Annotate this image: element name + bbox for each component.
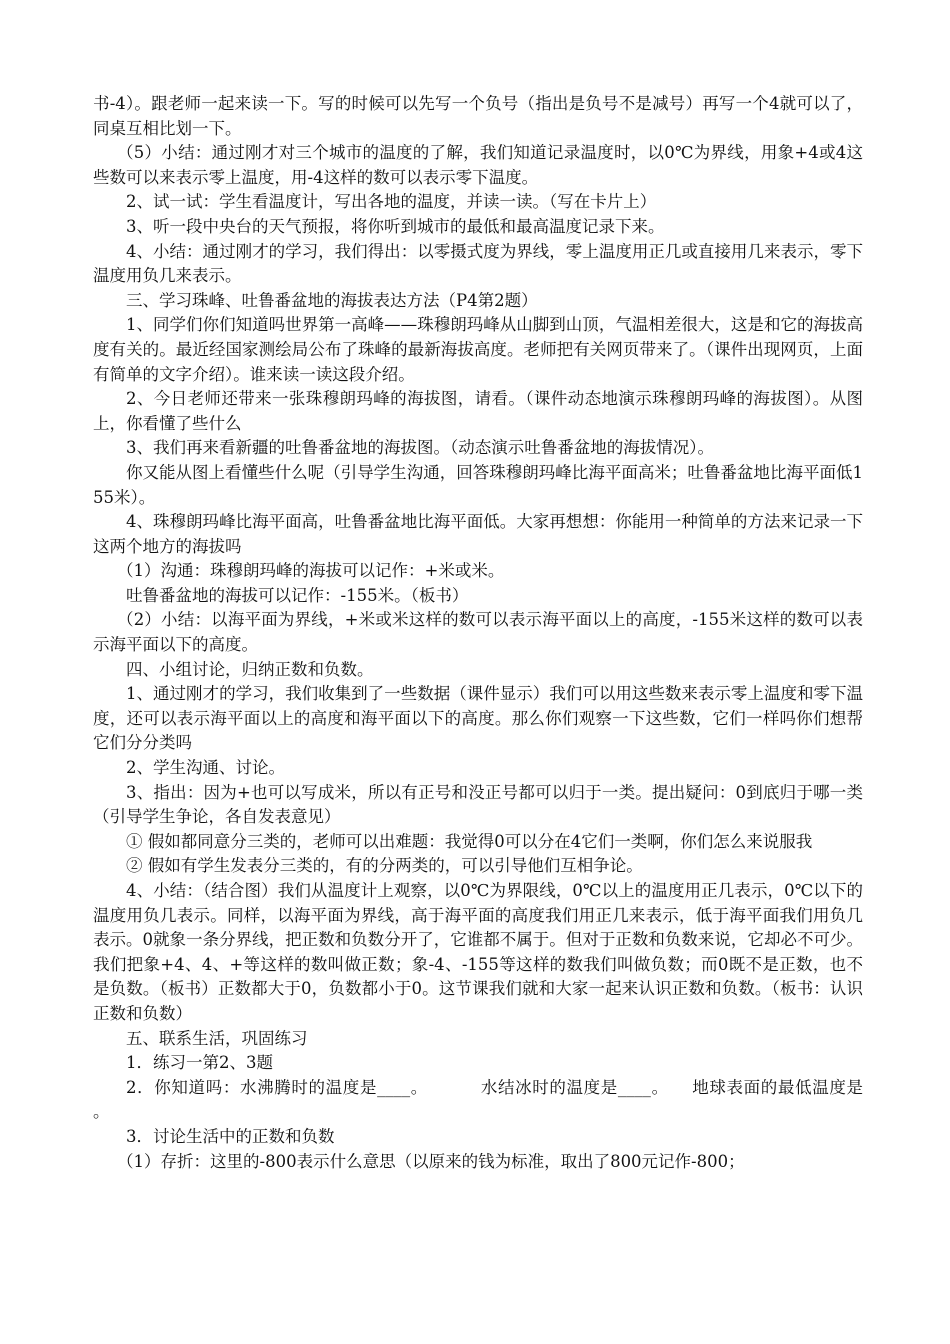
section-heading: 四、小组讨论，归纳正数和负数。 <box>126 659 374 679</box>
paragraph: 2．你知道吗：水沸腾时的温度是____。 水结冰时的温度是____。 地球表面的最低温度是 。 <box>93 1077 916 1122</box>
paragraph: 3、指出：因为+也可以写成米，所以有正号和没正号都可以归于一类。提出疑问：0到底归于哪一类（引导学生争论，各自发表意见） <box>93 782 863 827</box>
paragraph: （5）小结：通过刚才对三个城市的温度的了解，我们知道记录温度时，以0℃为界线，用象+4或4这些数可以来表示零上温度，用-4这样的数可以表示零下温度。 <box>93 143 863 187</box>
paragraph: （1）沟通：珠穆朗玛峰的海拔可以记作：+米或米。 <box>117 561 505 581</box>
paragraph: 2、试一试：学生看温度计，写出各地的温度，并读一读。（写在卡片上） <box>126 192 657 212</box>
paragraph: 1、通过刚才的学习，我们收集到了一些数据（课件显示）我们可以用这些数来表示零上温度和零下温度，还可以表示海平面以上的高度和海平面以下的高度。那么你们观察一下这些数，它们一样吗你们想帮它们分分类吗 <box>93 684 863 753</box>
paragraph: 书-4）。跟老师一起来读一下。写的时候可以先写一个负号（指出是负号不是减号）再写一个4就可以了，同桌互相比划一下。 <box>93 94 863 138</box>
section-heading: 五、联系生活，巩固练习 <box>126 1028 308 1048</box>
paragraph: 你又能从图上看懂些什么呢（引导学生沟通，回答珠穆朗玛峰比海平面高米；吐鲁番盆地比海平面低155米）。 <box>93 462 863 507</box>
paragraph: ② 假如有学生发表分三类的，有的分两类的，可以引导他们互相争论。 <box>126 856 643 876</box>
paragraph: 4、小结：（结合图）我们从温度计上观察，以0℃为界限线，0℃以上的温度用正几表示，0℃以下的温度用负几表示。同样，以海平面为界线，高于海平面的高度我们用正几来表示，低于海平面我们用负几表示。0就象一条分界线，把正数和负数分开了，它谁都不属于。但对于正数和负数来说，它却必不可少。我们把象+4、4、+等这样的数叫做正数；象-4、-155等这样的数我们叫做负数；而0既不是正数，也不是负数。（板书）正数都大于0，负数都小于0。这节课我们就和大家一起来认识正数和负数。（板书：认识正数和负数） <box>93 881 863 1023</box>
document-page <box>93 92 916 1174</box>
paragraph: （1）存折：这里的-800表示什么意思（以原来的钱为标准，取出了800元记作-800； <box>117 1151 745 1171</box>
paragraph: （2）小结：以海平面为界线，+米或米这样的数可以表示海平面以上的高度，-155米这样的数可以表示海平面以下的高度。 <box>93 610 863 655</box>
paragraph: 4、小结：通过刚才的学习，我们得出：以零摄式度为界线，零上温度用正几或直接用几来表示，零下温度用负几来表示。 <box>93 241 863 286</box>
section-heading: 三、学习珠峰、吐鲁番盆地的海拔表达方法（P4第2题） <box>126 290 538 310</box>
paragraph: 2、今日老师还带来一张珠穆朗玛峰的海拔图，请看。（课件动态地演示珠穆朗玛峰的海拔图）。从图上，你看懂了些什么 <box>93 389 863 433</box>
paragraph: 1．练习一第2、3题 <box>126 1053 273 1073</box>
paragraph: 4、珠穆朗玛峰比海平面高，吐鲁番盆地比海平面低。大家再想想：你能用一种简单的方法来记录一下这两个地方的海拔吗 <box>93 512 863 556</box>
paragraph: 2、学生沟通、讨论。 <box>126 758 285 778</box>
paragraph: ① 假如都同意分三类的，老师可以出难题：我觉得0可以分在4它们一类啊，你们怎么来说服我 <box>126 831 813 851</box>
paragraph: 吐鲁番盆地的海拔可以记作：-155米。（板书） <box>126 585 469 605</box>
paragraph: 3、我们再来看新疆的吐鲁番盆地的海拔图。（动态演示吐鲁番盆地的海拔情况）。 <box>126 438 714 458</box>
paragraph: 3．讨论生活中的正数和负数 <box>126 1126 335 1146</box>
paragraph: 3、听一段中央台的天气预报，将你听到城市的最低和最高温度记录下来。 <box>126 216 665 236</box>
paragraph: 1、同学们你们知道吗世界第一高峰——珠穆朗玛峰从山脚到山顶，气温相差很大，这是和它的海拔高度有关的。最近经国家测绘局公布了珠峰的最新海拔高度。老师把有关网页带来了。（课件出现网页，上面有简单的文字介绍）。谁来读一读这段介绍。 <box>93 315 863 384</box>
